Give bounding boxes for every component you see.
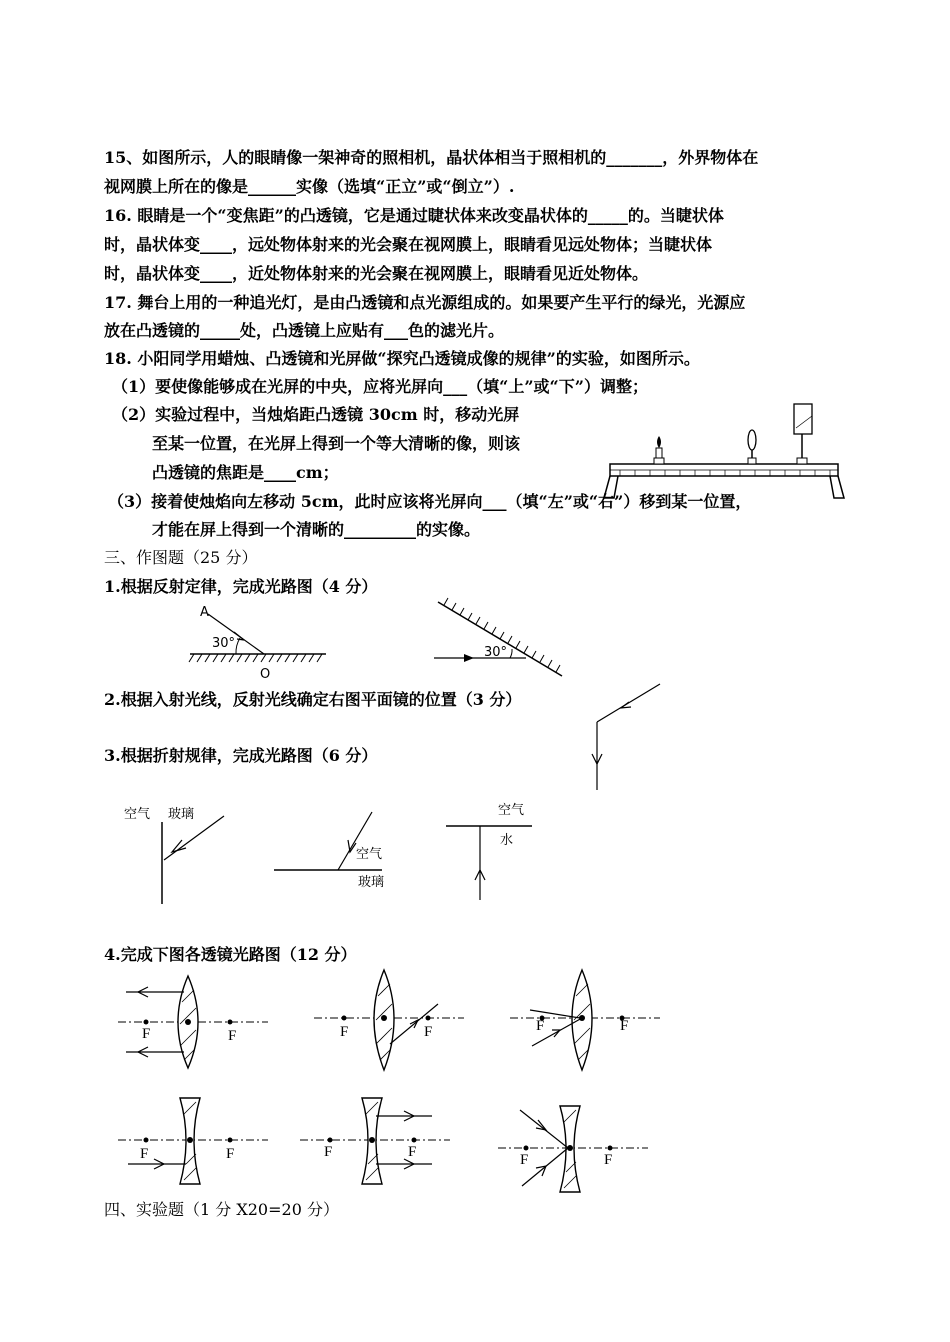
label-focus: F — [620, 1018, 629, 1034]
mirror-position-diagram — [585, 680, 665, 795]
drawing-q2: 2.根据入射光线，反射光线确定右图平面镜的位置（3 分） — [104, 690, 522, 709]
refraction-diagram-b — [272, 808, 402, 894]
q16-line-3: 时，晶状体变____，近处物体射来的光会聚在视网膜上，眼睛看见近处物体。 — [104, 264, 649, 283]
q17-line-2: 放在凸透镜的_____处，凸透镜上应贴有___色的滤光片。 — [104, 321, 505, 340]
label-glass-b: 玻璃 — [358, 875, 385, 890]
section-4-heading: 四、实验题（1 分 X20=20 分） — [104, 1200, 339, 1219]
label-point-o: O — [260, 667, 271, 682]
label-water: 水 — [500, 833, 514, 848]
label-focus: F — [424, 1024, 433, 1040]
label-focus: F — [340, 1024, 349, 1040]
convex-lens-diagram-1 — [118, 972, 268, 1072]
label-focus: F — [536, 1018, 545, 1034]
q16-line-1: 16. 眼睛是一个“变焦距”的凸透镜，它是通过睫状体来改变晶状体的_____的。当睫状体 — [104, 206, 724, 225]
q18-sub-3a: （3）接着使烛焰向左移动 5cm，此时应该将光屏向___（填“左”或“右”）移到某一位置， — [108, 492, 752, 511]
drawing-q4: 4.完成下图各透镜光路图（12 分） — [104, 945, 357, 964]
q18-sub-3b: 才能在屏上得到一个清晰的_________的实像。 — [152, 520, 481, 539]
q18-sub-1: （1）要使像能够成在光屏的中央，应将光屏向___（填“上”或“下”）调整； — [112, 377, 648, 396]
convex-lens-diagram-2 — [314, 966, 464, 1076]
label-air-b: 空气 — [356, 847, 383, 862]
concave-lens-diagram-3 — [498, 1102, 648, 1202]
label-focus: F — [604, 1152, 613, 1168]
q18-sub-2a: （2）实验过程中，当烛焰距凸透镜 30cm 时，移动光屏 — [112, 405, 520, 424]
q18-sub-2c: 凸透镜的焦距是____cm； — [152, 463, 339, 482]
q18-line-1: 18. 小阳同学用蜡烛、凸透镜和光屏做“探究凸透镜成像的规律”的实验，如图所示。 — [104, 349, 700, 368]
label-air-c: 空气 — [498, 803, 525, 818]
label-focus: F — [408, 1144, 417, 1160]
label-focus: F — [228, 1028, 237, 1044]
concave-lens-diagram-2 — [300, 1094, 450, 1194]
label-focus: F — [142, 1026, 151, 1042]
label-point-a: A — [200, 605, 209, 620]
reflection-diagram-b — [430, 596, 570, 680]
q18-sub-2b: 至某一位置，在光屏上得到一个等大清晰的像，则该 — [152, 434, 521, 453]
refraction-diagram-a — [120, 798, 240, 908]
q15-line-1: 15、如图所示，人的眼睛像一架神奇的照相机，晶状体相当于照相机的_______，外界物体在 — [104, 148, 759, 167]
label-focus: F — [520, 1152, 529, 1168]
drawing-q1: 1.根据反射定律，完成光路图（4 分） — [104, 577, 378, 596]
label-angle-30-a: 30° — [212, 636, 236, 651]
label-glass-a: 玻璃 — [168, 807, 195, 822]
reflection-diagram-a — [188, 602, 333, 682]
label-focus: F — [324, 1144, 333, 1160]
label-focus: F — [140, 1146, 149, 1162]
label-air-a: 空气 — [124, 807, 151, 822]
q15-line-2: 视网膜上所在的像是______实像（选填“正立”或“倒立”）. — [104, 177, 515, 196]
concave-lens-diagram-1 — [118, 1094, 268, 1194]
convex-lens-diagram-3 — [510, 966, 660, 1076]
q17-line-1: 17. 舞台上用的一种追光灯，是由凸透镜和点光源组成的。如果要产生平行的绿光，光源应 — [104, 293, 746, 312]
drawing-q3: 3.根据折射规律，完成光路图（6 分） — [104, 746, 378, 765]
section-3-heading: 三、作图题（25 分） — [104, 548, 258, 567]
label-angle-30-b: 30° — [484, 645, 508, 660]
q16-line-2: 时，晶状体变____，远处物体射来的光会聚在视网膜上，眼睛看见远处物体；当睫状体 — [104, 235, 713, 254]
optical-bench-figure — [600, 398, 850, 508]
refraction-diagram-c — [444, 796, 544, 906]
label-focus: F — [226, 1146, 235, 1162]
